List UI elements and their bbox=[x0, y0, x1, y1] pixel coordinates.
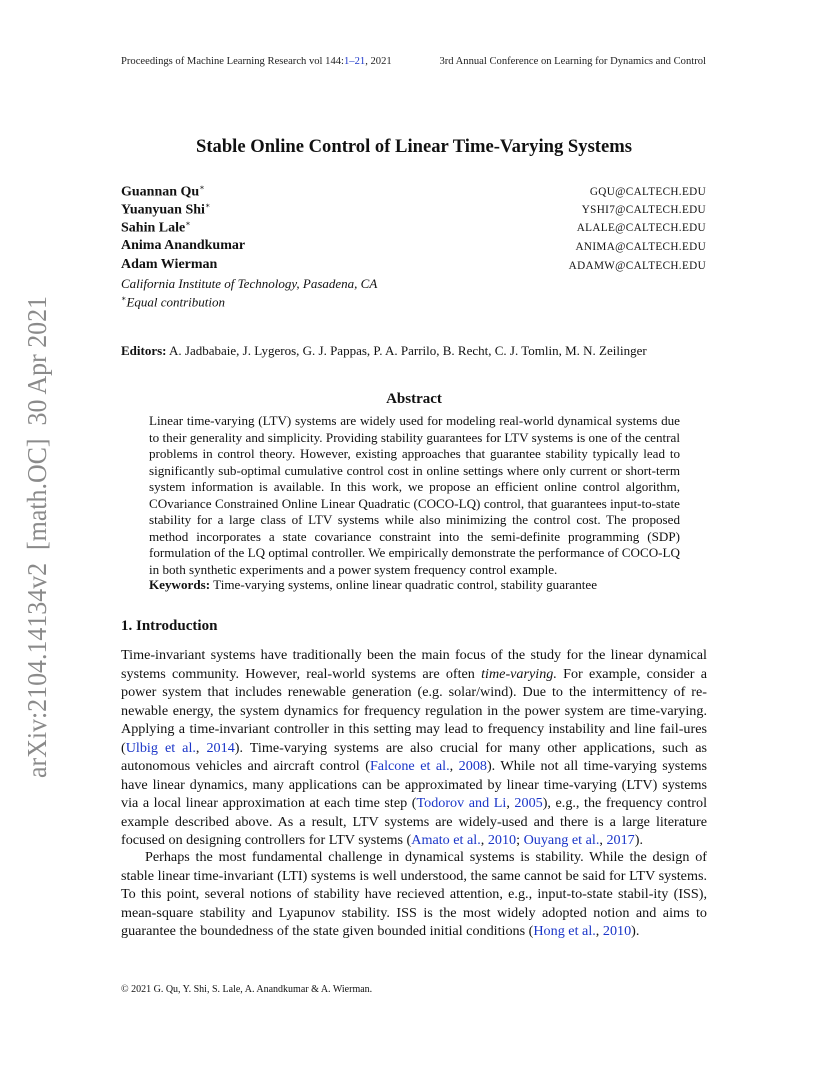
citation-separator: , bbox=[195, 739, 207, 756]
copyright-footer: © 2021 G. Qu, Y. Shi, S. Lale, A. Anandkumar & A. Wierman. bbox=[121, 984, 373, 995]
citation-separator: , bbox=[480, 832, 488, 848]
arxiv-stamp-text: arXiv:2104.14134v2 [math.OC] 30 Apr 2021 bbox=[22, 275, 52, 778]
section-heading: 1. Introduction bbox=[121, 618, 218, 634]
citation-separator: , bbox=[449, 758, 459, 774]
citation-separator: , bbox=[506, 795, 515, 811]
body-text: ), e.g., the frequency control example described above. As a result, LTV systems are widely-used and there is a large literature focused on designing controllers for LTV systems ( bbox=[121, 795, 708, 848]
citation-link[interactable]: Ouyang et al. bbox=[523, 832, 600, 848]
author-email: ALALE@CALTECH.EDU bbox=[576, 222, 706, 234]
header-proceedings: Proceedings of Machine Learning Research vol 144: bbox=[121, 56, 344, 67]
citation-year-link[interactable]: 2010 bbox=[602, 923, 632, 939]
author-name-text: Sahin Lale bbox=[121, 220, 186, 236]
citation-year-link[interactable]: 2008 bbox=[458, 758, 487, 774]
citation-separator: , bbox=[595, 923, 603, 939]
running-header-left bbox=[121, 56, 392, 67]
author-name-text: Anima Anandkumar bbox=[121, 238, 246, 253]
author-email: ADAMW@CALTECH.EDU bbox=[568, 260, 706, 272]
citation-year-link[interactable]: 2017 bbox=[606, 832, 635, 848]
citation-link[interactable]: Ulbig et al. bbox=[125, 739, 196, 756]
author-name bbox=[121, 238, 245, 254]
citation-link[interactable]: Todorov and Li bbox=[416, 795, 507, 811]
keywords-line bbox=[149, 577, 597, 593]
author-name bbox=[121, 257, 217, 273]
keywords-list: Time-varying systems, online linear quadratic control, stability guarantee bbox=[213, 577, 598, 592]
body-text: Perhaps the most fundamental challenge in dynamical systems is stability. While the design of stable linear time-invariant (LTI) systems is well understood, the same cannot be said for LTV systems. To this point, several notions of stability have recieved attention, e.g., input-to-state stabil-ity (ISS), mean-square stability and Lyapunov stability. ISS is the most widely adopted notion and aims to guarantee the boundedness of the state given bounded initial conditions ( bbox=[121, 849, 707, 939]
emphasis-text: time-varying. bbox=[481, 665, 557, 682]
author-email: ANIMA@CALTECH.EDU bbox=[575, 241, 706, 253]
paper-title: Stable Online Control of Linear Time-Varying Systems bbox=[196, 136, 632, 157]
body-text: For example, consider a power system that includes renewable generation (e.g. solar/wind). Due to the intermittency of re-newable energy, the system dynamics for frequency regulation in the power system are time-varying. Applying a time-invariant controller in this setting may lead to frequency instability and line fail-ures ( bbox=[121, 665, 707, 756]
intro-paragraph-1 bbox=[121, 646, 707, 850]
citation-separator: , bbox=[599, 832, 607, 848]
citation-separator: ; bbox=[516, 832, 524, 848]
header-pages-link[interactable]: 1–21 bbox=[344, 56, 366, 67]
author-name bbox=[121, 219, 191, 237]
abstract-heading: Abstract bbox=[386, 391, 442, 407]
author-name-text: Adam Wierman bbox=[121, 257, 218, 272]
running-header-right: 3rd Annual Conference on Learning for Dynamics and Control bbox=[439, 56, 706, 67]
author-name bbox=[121, 183, 205, 201]
body-text: ). Time-varying systems are also crucial for many other applications, such as autonomous vehicles and aircraft control ( bbox=[121, 739, 708, 774]
arxiv-stamp-graphic bbox=[22, 275, 52, 782]
editors-label: Editors: bbox=[121, 343, 167, 358]
equal-contribution-mark: ∗ bbox=[121, 294, 127, 303]
body-text: ). bbox=[634, 832, 643, 848]
intro-paragraph-2 bbox=[121, 848, 707, 941]
equal-contribution-text: Equal contribution bbox=[126, 294, 226, 310]
citation-year-link[interactable]: 2014 bbox=[206, 739, 235, 756]
editors-line bbox=[121, 343, 647, 359]
equal-contribution-note bbox=[121, 294, 225, 310]
equal-contribution-mark: ∗ bbox=[204, 201, 211, 210]
equal-contribution-mark: ∗ bbox=[199, 183, 205, 192]
abstract-text: Linear time-varying (LTV) systems are widely used for modeling real-world dynamical systems due to their generality and simplicity. Providing stability guarantees for LTV systems is one of the central problems in control theory. However, existing approaches that guarantee stability typically lead to significantly sub-optimal cumulative control cost in online settings where only current or short-term system information is available. In this work, we propose an efficient online control algorithm, COvariance Constrained Online Linear Quadratic (COCO-LQ) control, that guarantees input-to-state stability for a large class of LTV systems while also minimizing the control cost. The proposed method incorporates a state covariance constraint into the semi-definite programming (SDP) formulation of the LQ optimal controller. We empirically demonstrate the performance of COCO-LQ in both synthetic experiments and a power system frequency control example. bbox=[149, 413, 680, 577]
citation-link[interactable]: Hong et al. bbox=[533, 923, 596, 939]
citation-link[interactable]: Falcone et al. bbox=[369, 758, 450, 774]
body-text: ). bbox=[631, 923, 640, 939]
author-name-text: Yuanyuan Shi bbox=[121, 202, 205, 218]
equal-contribution-mark: ∗ bbox=[185, 219, 191, 228]
author-email: YSHI7@CALTECH.EDU bbox=[581, 204, 706, 216]
header-year: , 2021 bbox=[365, 56, 392, 67]
affiliation: California Institute of Technology, Pasadena, CA bbox=[121, 276, 378, 291]
arxiv-stamp bbox=[22, 275, 52, 782]
author-name bbox=[121, 201, 210, 219]
author-email: GQU@CALTECH.EDU bbox=[589, 186, 706, 198]
body-text: ). While not all time-varying systems have linear dynamics, many applications can be approximated by linear time-varying (LTV) systems via a local linear approximation at each time step ( bbox=[121, 758, 707, 811]
keywords-label: Keywords: bbox=[149, 577, 211, 592]
citation-link[interactable]: Amato et al. bbox=[411, 832, 481, 848]
citation-year-link[interactable]: 2005 bbox=[514, 795, 543, 811]
citation-year-link[interactable]: 2010 bbox=[487, 832, 517, 848]
body-text: Time-invariant systems have traditionally been the main focus of the study for the linear dynamical systems community. However, real-world systems are often bbox=[121, 647, 707, 682]
author-name-text: Guannan Qu bbox=[121, 184, 200, 200]
editors-list: A. Jadbabaie, J. Lygeros, G. J. Pappas, P. A. Parrilo, B. Recht, C. J. Tomlin, M. N. Zeilinger bbox=[169, 343, 647, 358]
